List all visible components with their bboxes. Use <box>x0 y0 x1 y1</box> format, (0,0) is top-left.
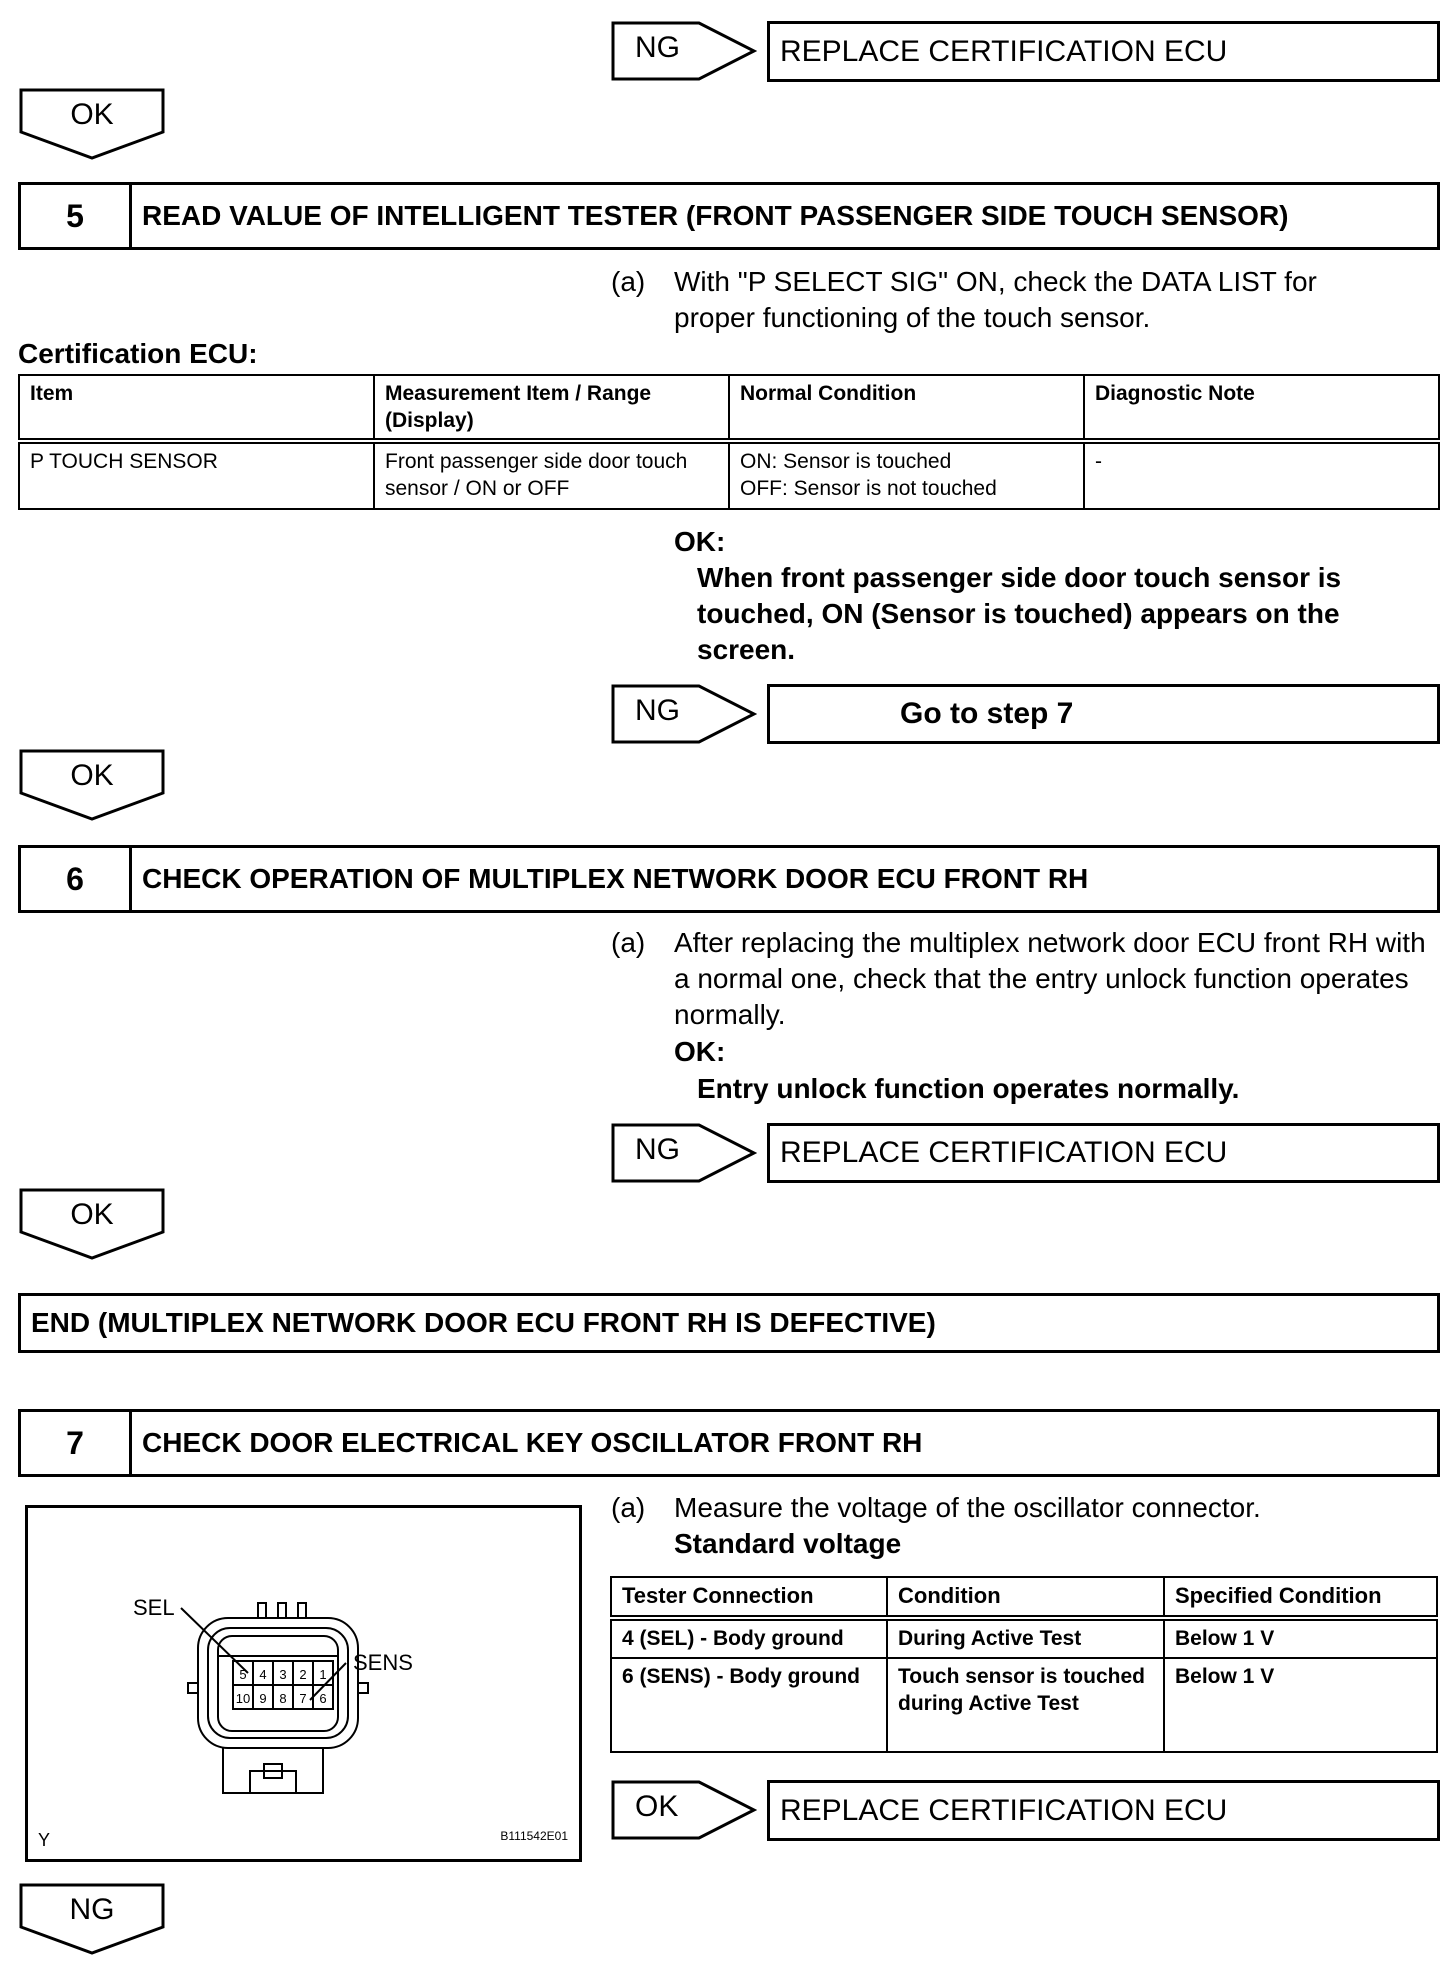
pin-label: 1 <box>319 1667 327 1682</box>
ok-text: Entry unlock function operates normally. <box>697 1073 1240 1104</box>
ok-label: OK <box>635 1790 679 1823</box>
figure-corner-label: Y <box>38 1830 51 1850</box>
col-header: Item <box>19 375 374 441</box>
step6-instruction <box>611 925 1431 1033</box>
instruction-text: After replacing the multiplex network door ECU front RH with a normal one, check that the entry unlock function operates normally. <box>674 927 1426 1030</box>
instruction-text: Measure the voltage of the oscillator connector. <box>674 1492 1261 1523</box>
connector-figure <box>25 1505 582 1862</box>
step-number: 5 <box>21 185 132 247</box>
ng-arrow <box>611 684 757 744</box>
cell: - <box>1084 441 1439 509</box>
ng-arrow <box>611 1123 757 1183</box>
pin-label: 2 <box>299 1667 307 1682</box>
instruction-text: With "P SELECT SIG" ON, check the DATA LIST for proper functioning of the touch sensor. <box>674 266 1317 333</box>
cell: 4 (SEL) - Body ground <box>611 1618 887 1658</box>
figure-code: B111542E01 <box>500 1829 568 1843</box>
step7-instruction <box>611 1490 1411 1562</box>
col-header: Measurement Item / Range (Display) <box>374 375 729 441</box>
col-header: Tester Connection <box>611 1577 887 1618</box>
col-header: Diagnostic Note <box>1084 375 1439 441</box>
cell: 6 (SENS) - Body ground <box>611 1658 887 1752</box>
ok-label: OK <box>70 759 114 792</box>
step-7-header <box>18 1409 1440 1477</box>
ok-text: When front passenger side door touch sensor is touched, ON (Sensor is touched) appears on the screen. <box>697 562 1342 665</box>
step5-instruction <box>611 264 1391 336</box>
col-header: Normal Condition <box>729 375 1084 441</box>
ng-label: NG <box>635 1133 680 1166</box>
ng-arrow <box>611 21 757 81</box>
voltage-table <box>610 1576 1438 1753</box>
cell: Front passenger side door touch sensor / ON or OFF <box>374 441 729 509</box>
ok-arrow <box>19 1188 165 1260</box>
cell-line: ON: Sensor is touched <box>740 450 952 473</box>
sens-label: SENS <box>353 1650 413 1675</box>
result-box: REPLACE CERTIFICATION ECU <box>767 1123 1440 1183</box>
step-5-header <box>18 182 1440 250</box>
step-6-header <box>18 845 1440 913</box>
ok-label: OK <box>70 98 114 131</box>
step-number: 7 <box>21 1412 132 1474</box>
ok-heading: OK: <box>674 1036 726 1067</box>
step-number: 6 <box>21 848 132 910</box>
step-title: READ VALUE OF INTELLIGENT TESTER (FRONT PASSENGER SIDE TOUCH SENSOR) <box>142 200 1289 231</box>
subheading: Standard voltage <box>674 1528 902 1559</box>
pin-label: 10 <box>235 1691 251 1706</box>
ok-label: OK <box>70 1198 114 1231</box>
col-header: Condition <box>887 1577 1164 1618</box>
cell: P TOUCH SENSOR <box>19 441 374 509</box>
result-box: REPLACE CERTIFICATION ECU <box>767 21 1440 82</box>
table-caption: Certification ECU: <box>18 338 258 369</box>
ok-arrow <box>19 749 165 821</box>
instruction-label: (a) <box>611 266 646 297</box>
col-header: Specified Condition <box>1164 1577 1437 1618</box>
pin-label: 4 <box>259 1667 267 1682</box>
ok-arrow <box>19 88 165 160</box>
pin-label: 9 <box>259 1691 267 1706</box>
ok-heading: OK: <box>674 526 726 557</box>
cell <box>729 441 1084 509</box>
cell: Touch sensor is touched during Active Test <box>887 1658 1164 1752</box>
pin-label: 3 <box>279 1667 287 1682</box>
go-to-step-box[interactable]: Go to step 7 <box>767 684 1440 744</box>
ok-arrow-right <box>611 1780 757 1840</box>
end-box: END (MULTIPLEX NETWORK DOOR ECU FRONT RH IS DEFECTIVE) <box>18 1293 1440 1353</box>
cell: During Active Test <box>887 1618 1164 1658</box>
ng-label: NG <box>635 694 680 727</box>
pin-label: 7 <box>299 1691 307 1706</box>
ng-label: NG <box>635 31 680 64</box>
step-title: CHECK DOOR ELECTRICAL KEY OSCILLATOR FRONT RH <box>142 1427 923 1458</box>
pin-label: 5 <box>239 1667 247 1682</box>
instruction-label: (a) <box>611 1492 646 1523</box>
cell-line: OFF: Sensor is not touched <box>740 477 997 500</box>
cell: Below 1 V <box>1164 1658 1437 1752</box>
instruction-label: (a) <box>611 927 646 958</box>
table-row <box>19 441 1439 509</box>
table-row <box>611 1618 1437 1658</box>
connector-drawing <box>28 1508 579 1859</box>
pin-label: 8 <box>279 1691 287 1706</box>
table-row <box>611 1658 1437 1752</box>
ng-label: NG <box>69 1893 115 1926</box>
ng-arrow-down <box>19 1883 165 1955</box>
data-list-table <box>18 374 1440 510</box>
cell: Below 1 V <box>1164 1618 1437 1658</box>
result-box: REPLACE CERTIFICATION ECU <box>767 1780 1440 1841</box>
step-title: CHECK OPERATION OF MULTIPLEX NETWORK DOOR ECU FRONT RH <box>142 863 1089 894</box>
pin-label: 6 <box>319 1691 327 1706</box>
sel-label: SEL <box>133 1595 175 1620</box>
